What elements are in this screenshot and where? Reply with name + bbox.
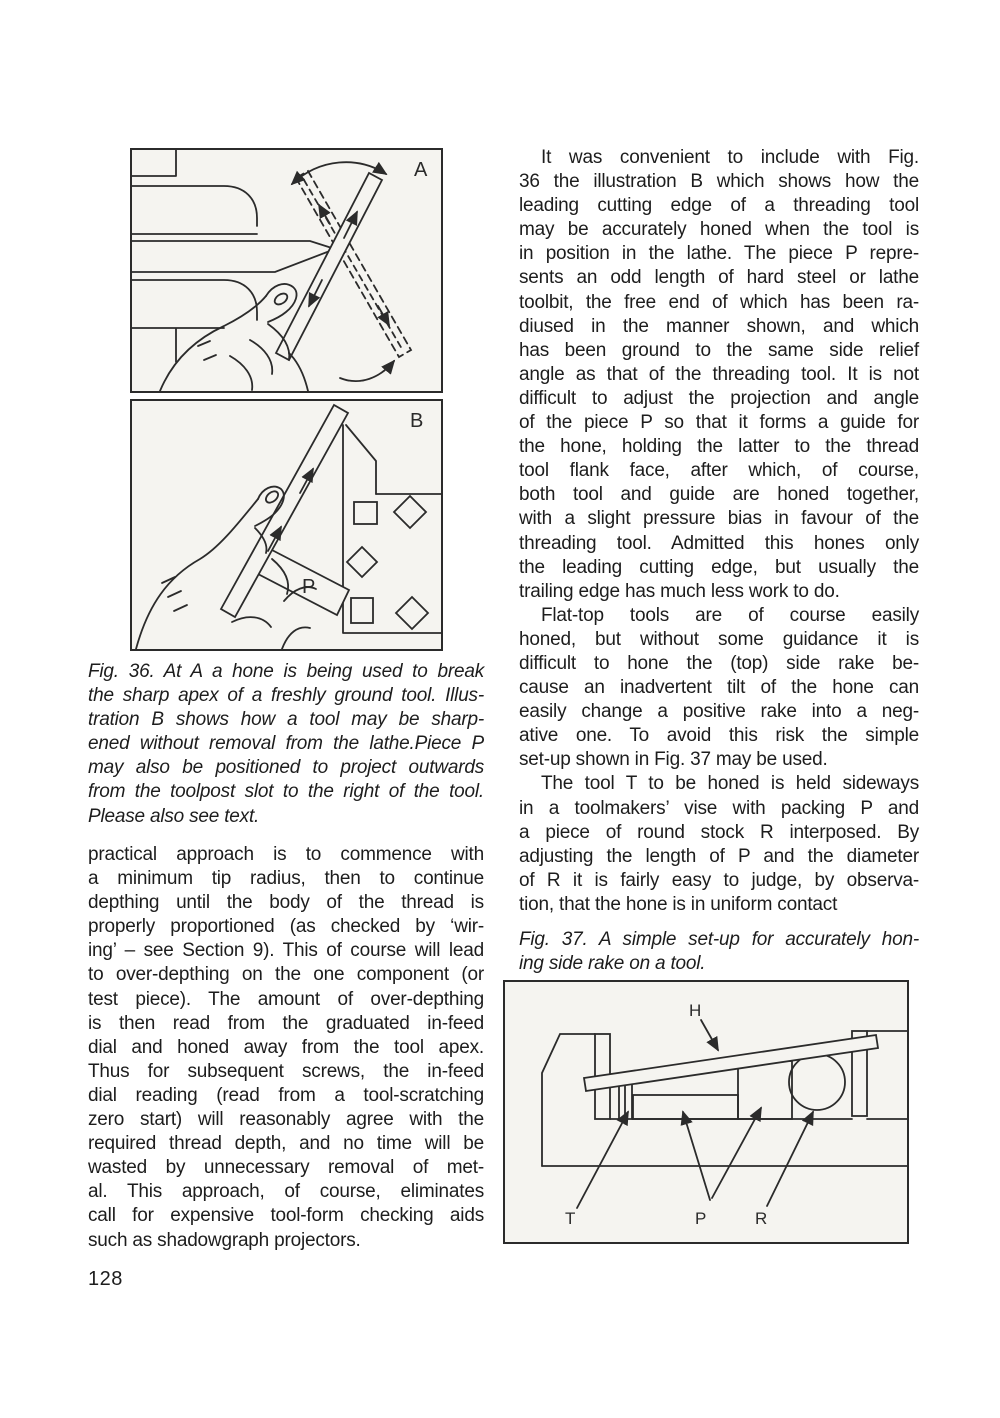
figure-37-drawing <box>505 982 907 1242</box>
right-paragraph-2: Flat-top tools are of course easily honed, but without some guidance it is difficult to hone the (top) side rake be- cause an inadvertent tilt of the hone can easily change a positive rake into a neg- ative one. To avoid this risk the simple set-up shown in Fig. 37 may be used. <box>519 604 919 771</box>
figure-36-caption: Fig. 36. At A a hone is being used to break the sharp apex of a freshly ground tool. Illus- tration B shows how a tool may be sharp- ened without removal from the lathe.Piece P may also be positioned to project outwards from the toolpost slot to the right of the tool. Please also see text. <box>88 661 484 827</box>
figure-36b-drawing <box>132 401 441 649</box>
figure-36a <box>130 148 443 393</box>
figure-37-label-r: R <box>755 1209 768 1228</box>
right-column <box>519 146 919 917</box>
right-paragraph-1: It was convenient to include with Fig. 36 the illustration B which shows how the leading cutting edge of a threading tool may be accurately honed when the tool is in position in the lathe. The piece P repre- sents an odd length of hard steel or lathe toolbit, the free end of which has been ra- diused in the manner shown, and which has been ground to the same side relief angle as that of the threading tool. It is not difficult to adjust the projection and angle of the piece P so that it forms a guide for the hone, holding the latter to the thread tool flank face, after which, of course, both tool and guide are honed together, with a slight pressure bias in favour of the threading tool. Admitted this hones only the leading cutting edge, but usually the trailing edge has much less work to do. <box>519 147 919 602</box>
right-paragraph-3: The tool T to be honed is held sideways in a toolmakers’ vise with packing P and a piece of round stock R interposed. By adjusting the length of P and the diameter of R it is fairly easy to judge, by observa- tion, that the hone is in uniform contact <box>519 773 919 915</box>
figure-36a-letter: A <box>414 159 428 181</box>
figure-37 <box>503 980 909 1244</box>
figure-37-label-p: P <box>695 1209 707 1228</box>
figure-36b-piece-p-label: P <box>302 576 316 598</box>
figure-37-label-t: T <box>565 1209 576 1228</box>
left-column-text: practical approach is to commence with a minimum tip radius, then to continue depthing until the body of the thread is properly proportioned (as checked by ‘wir- ing’ – see Section 9). This of course will lead to over-depthing on the one component (or test piece). The amount of over-depthing is then read from the graduated in-feed dial and honed away from the tool apex. Thus for subsequent screws, the in-feed dial reading (read from a tool-scratching zero start) will reasonably agree with the required thread depth, and no time will be wasted by unnecessary removal of met- al. This approach, of course, eliminates call for expensive tool-form checking aids such as shadowgraph projectors. <box>88 844 484 1251</box>
page-number: 128 <box>88 1268 123 1290</box>
figure-37-label-h: H <box>689 1001 702 1020</box>
figure-37-caption: Fig. 37. A simple set-up for accurately hon- ing side rake on a tool. <box>519 929 919 975</box>
figure-36a-drawing <box>132 150 441 391</box>
figure-36b <box>130 399 443 651</box>
figure-36b-letter: B <box>410 410 424 432</box>
